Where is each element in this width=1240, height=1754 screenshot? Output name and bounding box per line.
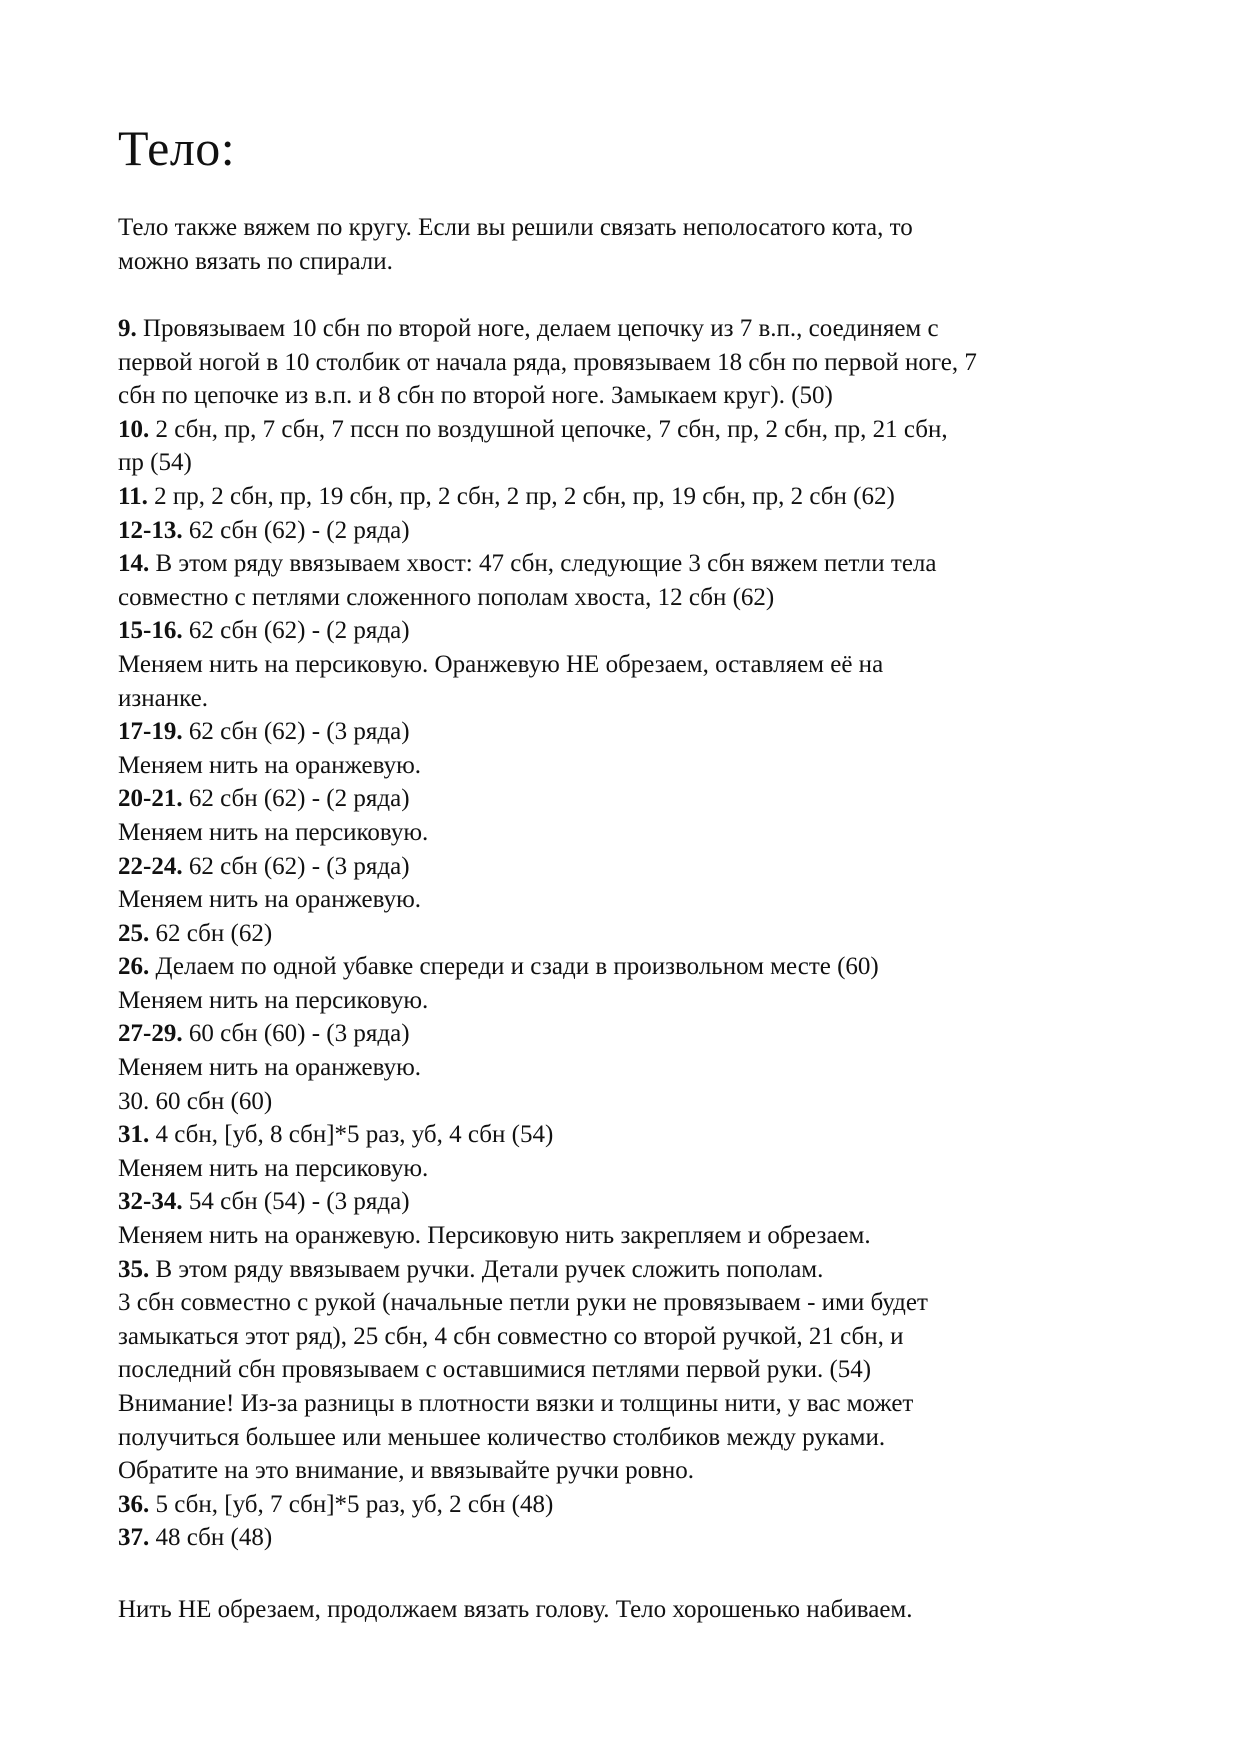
pattern-line <box>118 446 1148 480</box>
row-text: 48 сбн (48) <box>149 1524 273 1552</box>
pattern-line <box>118 1017 1148 1051</box>
row-number: 26. <box>118 953 150 981</box>
pattern-line <box>118 1051 1148 1085</box>
row-text: Провязываем 10 сбн по второй ноге, делаем цепочку из 7 в.п., соединяем с <box>136 315 939 342</box>
pattern-line <box>118 312 1148 346</box>
pattern-line <box>118 682 1148 716</box>
pattern-line <box>118 782 1148 816</box>
row-text: пр (54) <box>118 449 192 477</box>
row-text: Обратите на это внимание, и ввязывайте ручки ровно. <box>118 1457 695 1485</box>
pattern-line <box>118 1454 1148 1488</box>
row-text: 62 сбн (62) - (3 ряда) <box>182 852 410 880</box>
row-text: 2 пр, 2 сбн, пр, 19 сбн, пр, 2 сбн, 2 пр, 2 сбн, пр, 19 сбн, пр, 2 сбн (62) <box>147 482 895 510</box>
row-number: 9. <box>118 315 137 342</box>
row-text: 54 сбн (54) - (3 ряда) <box>182 1188 410 1216</box>
pattern-line <box>118 346 1148 380</box>
row-number: 11. <box>118 482 148 510</box>
row-text: 62 сбн (62) - (3 ряда) <box>182 718 410 746</box>
row-text: Меняем нить на персиковую. <box>118 818 429 846</box>
pattern-line <box>118 1253 1148 1287</box>
row-text: совместно с петлями сложенного пополам хвоста, 12 сбн (62) <box>118 583 775 611</box>
pattern-line <box>118 648 1148 682</box>
row-number: 35. <box>118 1255 150 1283</box>
pattern-line <box>118 1387 1148 1421</box>
row-text: 62 сбн (62) - (2 ряда) <box>182 617 410 645</box>
row-text: В этом ряду ввязываем ручки. Детали ручек сложить пополам. <box>149 1255 824 1283</box>
pattern-line <box>118 514 1148 548</box>
row-number: 10. <box>118 415 150 443</box>
row-text: 30. 60 сбн (60) <box>118 1087 273 1115</box>
row-text: изнанке. <box>118 684 208 712</box>
row-text: замыкаться этот ряд), 25 сбн, 4 сбн совместно со второй ручкой, 21 сбн, и <box>118 1322 904 1350</box>
row-number: 31. <box>118 1121 150 1149</box>
pattern-line <box>118 715 1148 749</box>
intro-line: Тело также вяжем по кругу. Если вы решили связать неполосатого кота, то <box>118 214 913 241</box>
pattern-line <box>118 749 1148 783</box>
row-text: Меняем нить на оранжевую. Персиковую нить закрепляем и обрезаем. <box>118 1222 871 1250</box>
pattern-line <box>118 850 1148 884</box>
row-text: В этом ряду ввязываем хвост: 47 сбн, следующие 3 сбн вяжем петли тела <box>149 550 937 578</box>
row-text: Меняем нить на оранжевую. <box>118 1054 421 1082</box>
row-text: первой ногой в 10 столбик от начала ряда, провязываем 18 сбн по первой ноге, 7 <box>118 348 977 376</box>
row-text: Меняем нить на персиковую. <box>118 986 429 1014</box>
pattern-rows <box>118 312 1148 1555</box>
pattern-line <box>118 1421 1148 1455</box>
intro-paragraph <box>118 211 1148 278</box>
row-number: 25. <box>118 919 150 947</box>
pattern-line <box>118 614 1148 648</box>
row-text: 62 сбн (62) - (2 ряда) <box>182 785 410 813</box>
pattern-line <box>118 984 1148 1018</box>
row-number: 17-19. <box>118 718 183 746</box>
pattern-line <box>118 1320 1148 1354</box>
row-text: Внимание! Из-за разницы в плотности вязки и толщины нити, у вас может <box>118 1390 914 1417</box>
intro-line: можно вязать по спирали. <box>118 247 393 275</box>
row-text: 2 сбн, пр, 7 сбн, 7 пссн по воздушной цепочке, 7 сбн, пр, 2 сбн, пр, 21 сбн, <box>149 415 948 443</box>
outro-line: Нить НЕ обрезаем, продолжаем вязать голову. Тело хорошенько набиваем. <box>118 1596 913 1623</box>
pattern-line <box>118 1085 1148 1119</box>
row-text: 62 сбн (62) <box>149 919 273 947</box>
outro-paragraph <box>118 1593 1148 1627</box>
row-number: 20-21. <box>118 785 183 813</box>
pattern-line <box>118 1353 1148 1387</box>
row-text: Делаем по одной убавке спереди и сзади в произвольном месте (60) <box>149 953 879 981</box>
row-number: 12-13. <box>118 516 183 544</box>
pattern-line <box>118 413 1148 447</box>
pattern-line <box>118 1521 1148 1555</box>
row-text: Меняем нить на оранжевую. <box>118 751 421 779</box>
pattern-line <box>118 917 1148 951</box>
row-text: последний сбн провязываем с оставшимися петлями первой руки. (54) <box>118 1356 872 1384</box>
row-number: 27-29. <box>118 1020 183 1048</box>
pattern-line <box>118 1185 1148 1219</box>
row-number: 15-16. <box>118 617 183 645</box>
pattern-line <box>118 1118 1148 1152</box>
row-text: 5 сбн, [уб, 7 сбн]*5 раз, уб, 2 сбн (48) <box>149 1490 554 1518</box>
row-text: Меняем нить на оранжевую. <box>118 886 421 914</box>
row-number: 36. <box>118 1490 150 1518</box>
pattern-line <box>118 379 1148 413</box>
row-text: сбн по цепочке из в.п. и 8 сбн по второй ноге. Замыкаем круг). (50) <box>118 382 833 410</box>
row-text: 62 сбн (62) - (2 ряда) <box>182 516 410 544</box>
row-text: 4 сбн, [уб, 8 сбн]*5 раз, уб, 4 сбн (54) <box>149 1121 554 1149</box>
pattern-line <box>118 480 1148 514</box>
pattern-line <box>118 816 1148 850</box>
row-number: 14. <box>118 550 150 578</box>
row-text: 60 сбн (60) - (3 ряда) <box>182 1020 410 1048</box>
pattern-line <box>118 1488 1148 1522</box>
pattern-line <box>118 1152 1148 1186</box>
row-number: 32-34. <box>118 1188 183 1216</box>
row-number: 22-24. <box>118 852 183 880</box>
row-text: 3 сбн совместно с рукой (начальные петли руки не провязываем - ими будет <box>118 1289 928 1317</box>
row-number: 37. <box>118 1524 150 1552</box>
page-title: Тело: <box>118 120 236 176</box>
pattern-line <box>118 883 1148 917</box>
pattern-line <box>118 1286 1148 1320</box>
pattern-line <box>118 950 1148 984</box>
row-text: Меняем нить на персиковую. Оранжевую НЕ обрезаем, оставляем её на <box>118 650 884 678</box>
pattern-line <box>118 1219 1148 1253</box>
row-text: Меняем нить на персиковую. <box>118 1154 429 1182</box>
pattern-line <box>118 547 1148 581</box>
pattern-line <box>118 581 1148 615</box>
row-text: получиться большее или меньшее количество столбиков между руками. <box>118 1423 886 1451</box>
